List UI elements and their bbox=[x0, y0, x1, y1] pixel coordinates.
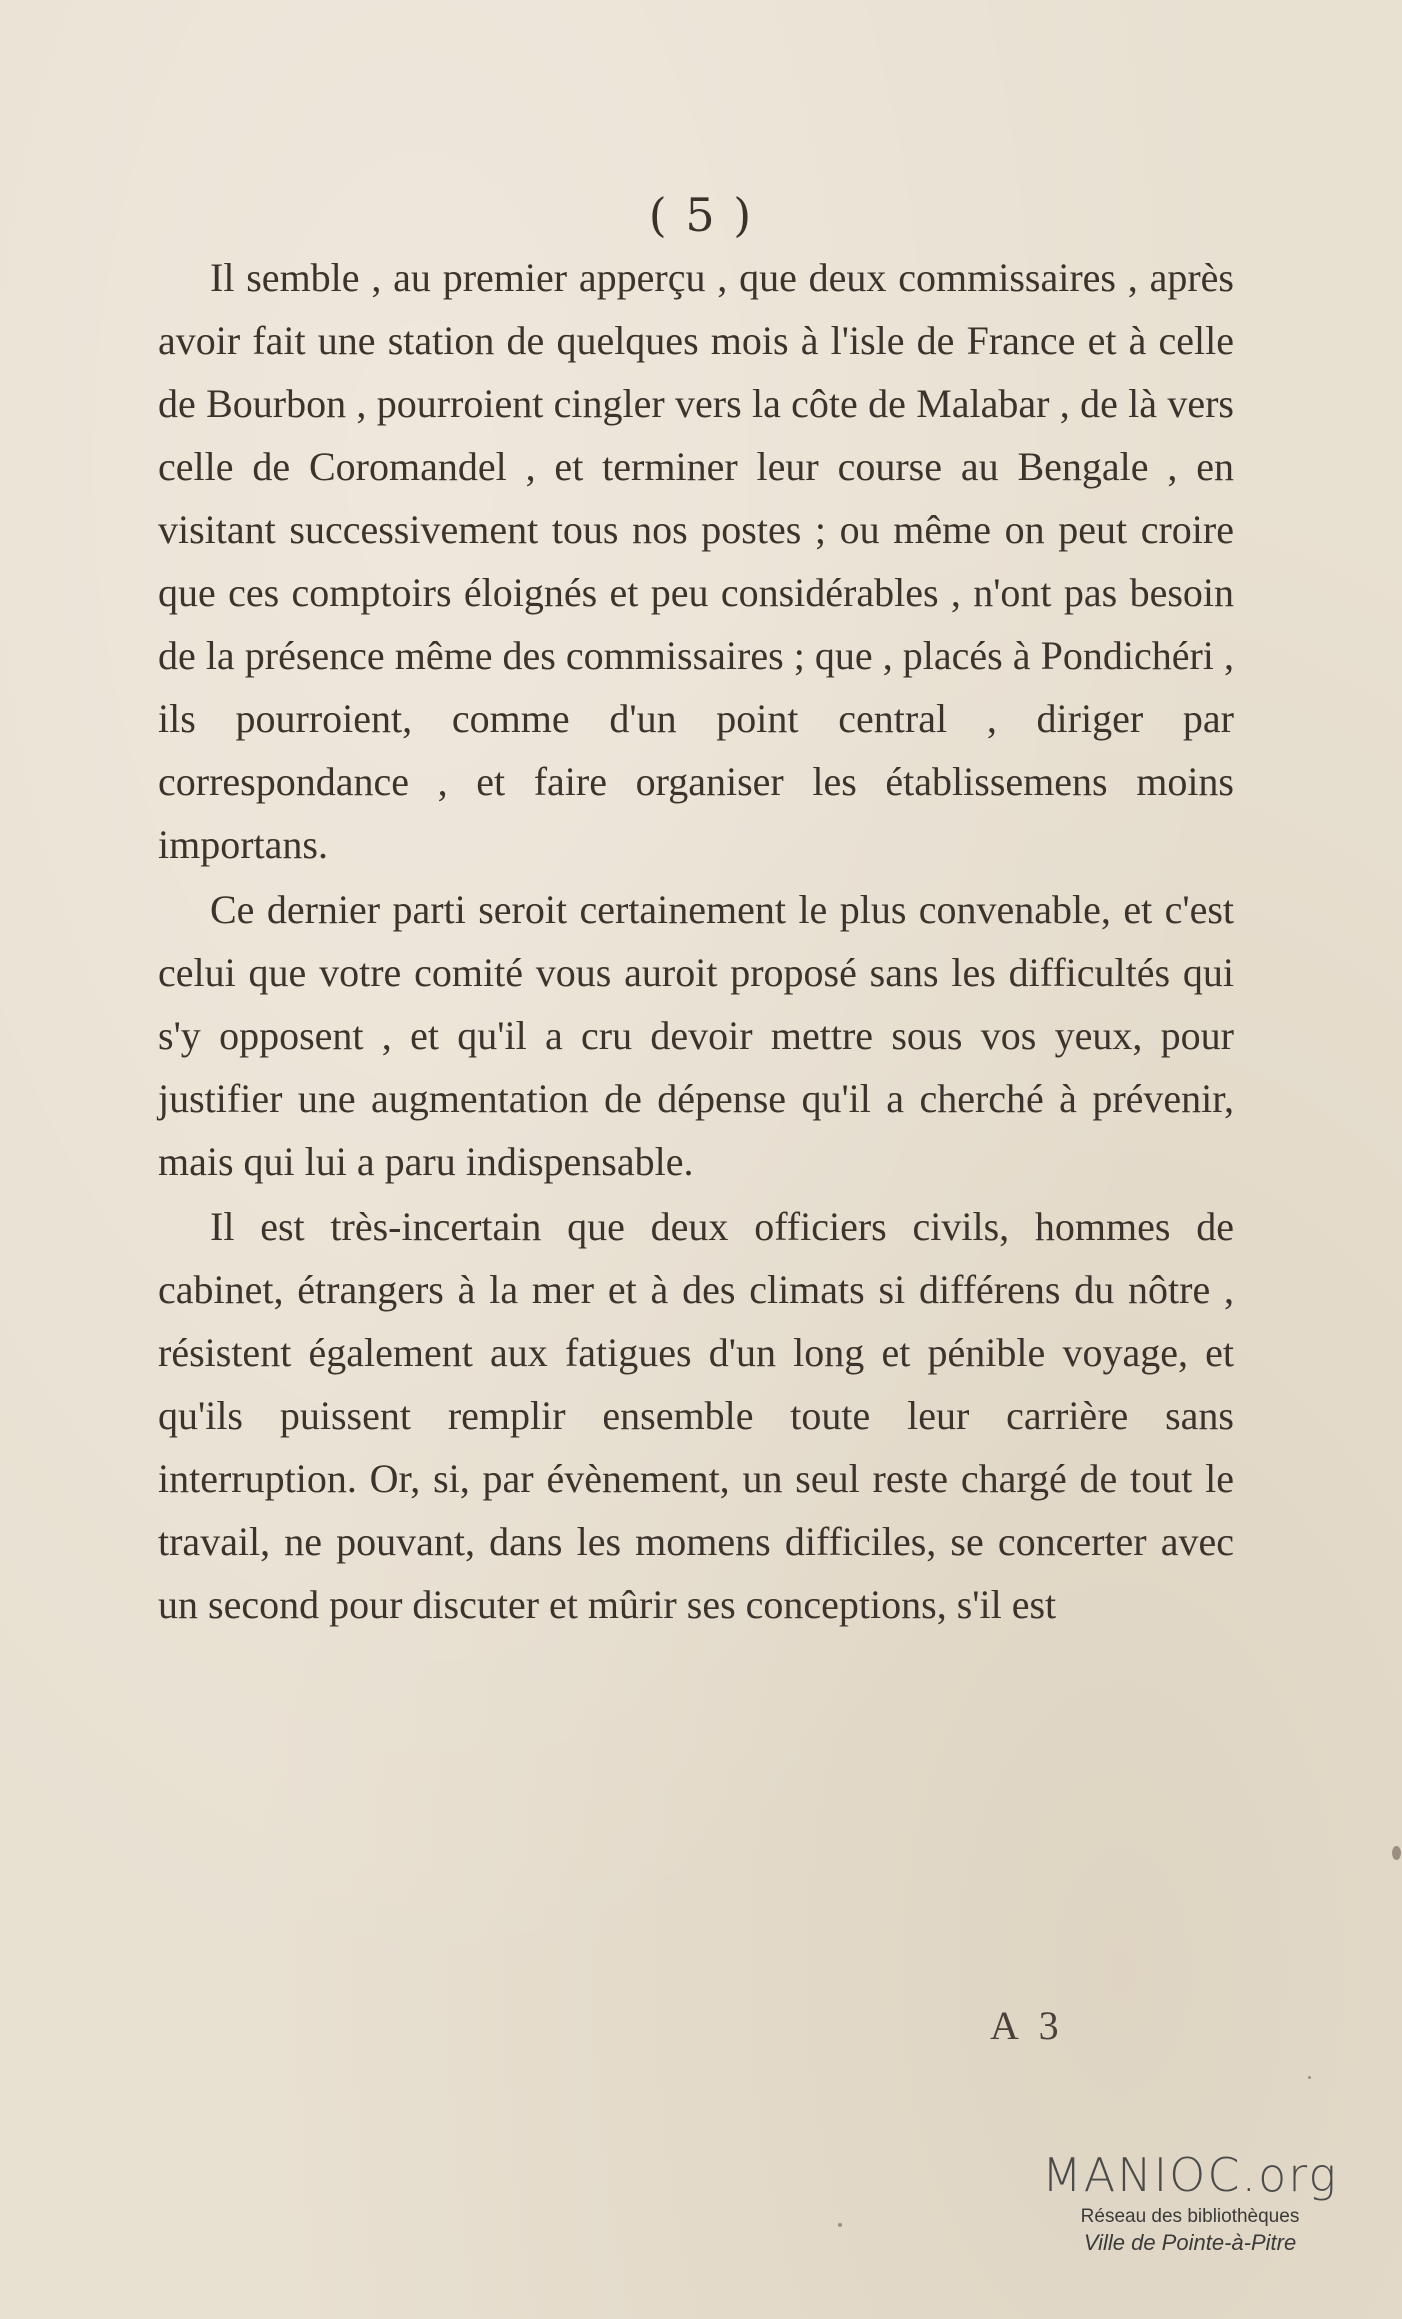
paragraph: Ce dernier parti seroit certainement le plus convenable, et c'est celui que votre comité vous auroit proposé sans les difficultés qui s'y opposent , et qu'il a cru devoir mettre sous vos yeux, pour justifier une augmentation de dépense qu'il a cherché à prévenir, mais qui lui a paru indispensable. bbox=[158, 887, 1234, 1184]
ink-speck bbox=[1308, 2076, 1311, 2079]
paragraph: Il semble , au premier apperçu , que deux commissaires , après avoir fait une station de quelques mois à l'isle de France et à celle de Bourbon , pourroient cingler vers la côte de Malabar , de là vers celle de Coromandel , et terminer leur course au Bengale , en visitant successivement tous nos postes ; ou même on peut croire que ces comptoirs éloignés et peu considérables , n'ont pas besoin de la présence même des commissaires ; que , placés à Pondichéri , ils pourroient, comme d'un point central , diriger par correspondance , et faire organiser les établissemens moins importans. bbox=[158, 255, 1234, 867]
watermark-network: Réseau des bibliothèques bbox=[1080, 2206, 1300, 2227]
paragraph: Il est très-incertain que deux officiers civils, hommes de cabinet, étrangers à la mer et à des climats si différens du nôtre , résistent également aux fatigues d'un long et pénible voyage, et qu'ils puissent remplir ensemble toute leur carrière sans interruption. Or, si, par évènement, un seul reste chargé de tout le travail, ne pouvant, dans les momens difficiles, se concerter avec un second pour discuter et mûrir ses conceptions, s'il est bbox=[158, 1204, 1234, 1627]
manioc-watermark bbox=[1010, 2148, 1370, 2256]
body-text bbox=[158, 246, 1234, 1636]
page-number: ( 5 ) bbox=[648, 188, 754, 242]
ink-speck bbox=[1392, 1846, 1401, 1860]
watermark-logo: MANIOC.org bbox=[1042, 2148, 1338, 2202]
signature-mark: A 3 bbox=[990, 2003, 1065, 2048]
ink-speck bbox=[838, 2223, 842, 2227]
watermark-city: Ville de Pointe-à-Pitre bbox=[1083, 2230, 1297, 2255]
